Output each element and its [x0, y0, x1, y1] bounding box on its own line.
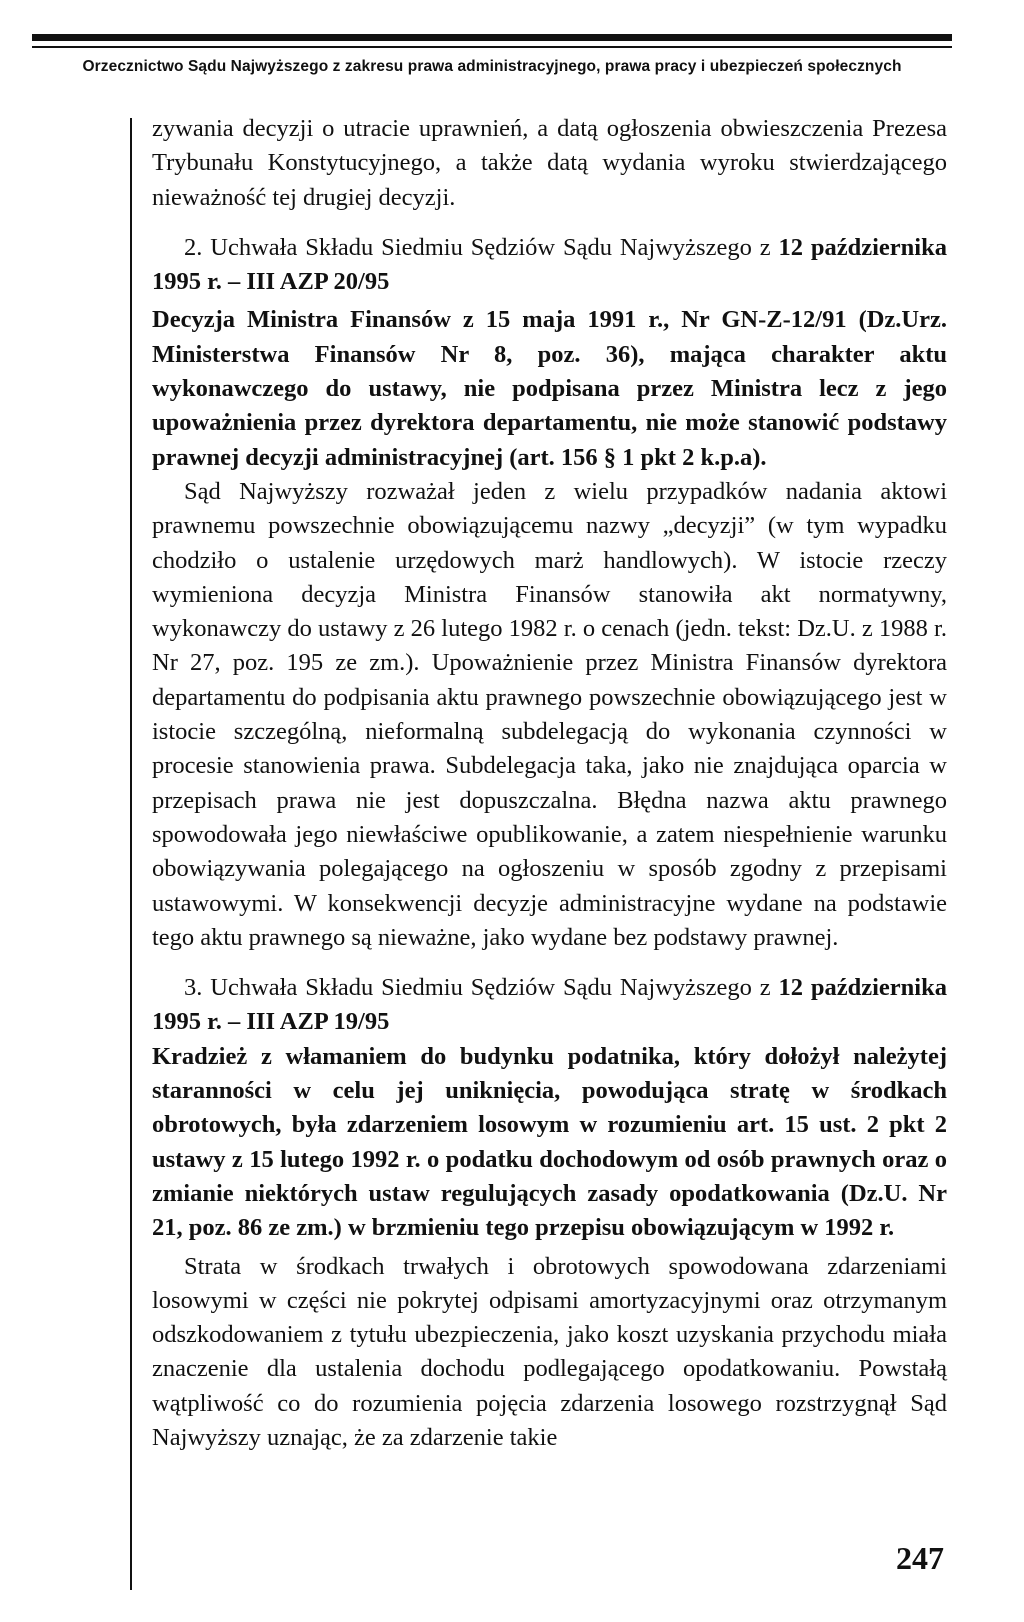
margin-bar: [130, 118, 132, 1590]
item3-heading: [152, 971, 947, 1040]
item3-heading-plain: 3. Uchwała Składu Siedmiu Sędziów Sądu Najwyższego z: [184, 974, 779, 1002]
item2-heading-plain: 2. Uchwała Składu Siedmiu Sędziów Sądu Najwyższego z: [184, 233, 779, 261]
intro-paragraph: zywania decyzji o utracie uprawnień, a datą ogłoszenia obwieszczenia Prezesa Trybunału Konstytucyjnego, a także datą wydania wyroku stwierdzającego nieważność tej drugiej decyzji.: [152, 115, 947, 211]
header-rule-thick: [32, 34, 952, 41]
header-rule-thin: [32, 46, 952, 48]
item2-heading-bold: 12 października 1995 r. – III AZP 20/95: [152, 233, 947, 296]
item3-commentary: Strata w środkach trwałych i obrotowych spowodowana zdarzeniami losowymi w części nie pokrytej odpisami amortyzacyjnymi oraz otrzymanym odszkodowaniem z tytułu ubezpieczenia, jako koszt uzyskania przychodu miała znaczenie dla ustalenia dochodu podlegającego opodatkowaniu. Powstałą wątpliwość co do rozumienia pojęcia zdarzenia losowego rozstrzygnął Sąd Najwyższy uznając, że za zdarzenie takie: [152, 1252, 947, 1451]
page-number: 247: [896, 1540, 944, 1576]
item3-heading-bold: 12 października 1995 r. – III AZP 19/95: [152, 974, 947, 1036]
item3-thesis: Kradzież z włamaniem do budynku podatnika, który dołożył należytej staranności w celu jej uniknięcia, powodująca stratę w środkach obrotowych, była zdarzeniem losowym w rozumieniu art. 15 ust. 2 pkt 2 ustawy z 15 lutego 1992 r. o podatku dochodowym od osób prawnych oraz o zmianie niektórych ustaw regulujących zasady opodatkowania (Dz.U. Nr 21, poz. 86 ze zm.) w brzmieniu tego przepisu obowiązującym w 1992 r.: [152, 1042, 947, 1242]
item2-commentary: Sąd Najwyższy rozważał jeden z wielu przypadków nadania aktowi prawnemu powszechnie obowiązującemu nazwy „decyzji” (w tym wypadku chodziło o ustalenie urzędowych marż handlowych). W istocie rzeczy wymieniona decyzja Ministra Finansów stanowiła akt normatywny, wykonawczy do ustawy z 26 lutego 1982 r. o cenach (jedn. tekst: Dz.U. z 1988 r. Nr 27, poz. 195 ze zm.). Upoważnienie przez Ministra Finansów dyrektora departamentu do podpisania aktu prawnego powszechnie obowiązującego jest w istocie szczególną, nieformalną subdelegacją do wykonania czynności w procesie stanowienia prawa. Subdelegacja taka, jako nie znajdująca oparcia w przepisach prawa nie jest dopuszczalna. Błędna nazwa aktu prawnego spowodowała jego niewłaściwe opublikowanie, a zatem niespełnienie warunku obowiązywania polegającego na ogłoszeniu w sposób zgodny z przepisami ustawowymi. W konsekwencji decyzje administracyjne wydane na podstawie tego aktu prawnego są nieważne, jako wydane bez podstawy prawnej.: [152, 477, 947, 951]
running-header: Orzecznictwo Sądu Najwyższego z zakresu prawa administracyjnego, prawa pracy i ubezpieczeń społecznych: [82, 58, 902, 75]
item2-heading: [152, 231, 947, 300]
page-body: [152, 112, 947, 1455]
item2-thesis: Decyzja Ministra Finansów z 15 maja 1991 r., Nr GN-Z-12/91 (Dz.Urz. Ministerstwa Finansów Nr 8, poz. 36), mająca charakter aktu wykonawczego do ustawy, nie podpisana przez Ministra lecz z jego upoważnienia przez dyrektora departamentu, nie może stanowić podstawy prawnej decyzji administracyjnej (art. 156 § 1 pkt 2 k.p.a).: [152, 306, 947, 471]
